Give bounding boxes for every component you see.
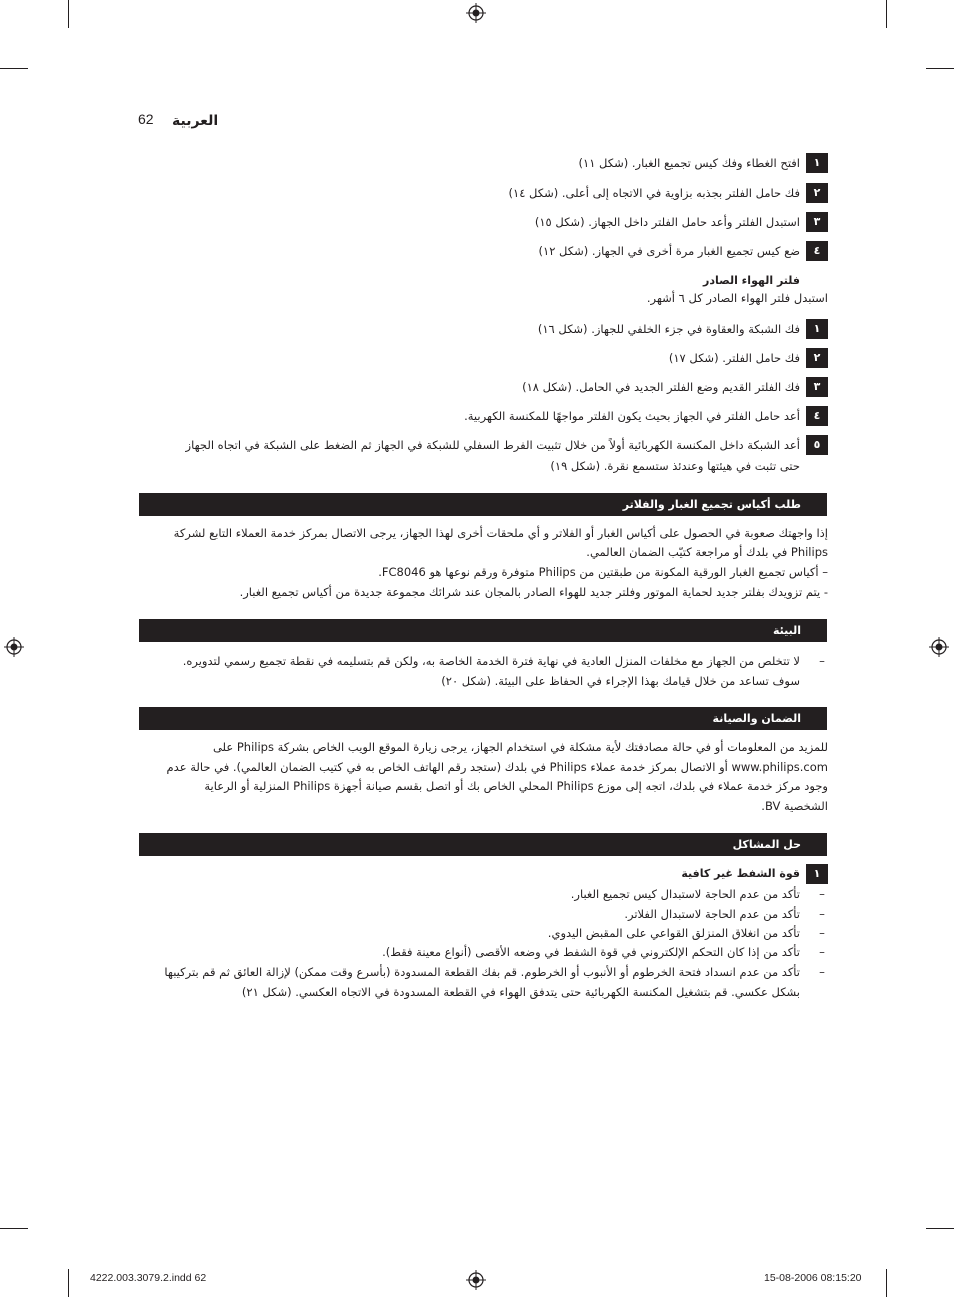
step-text: استبدل الفلتر وأعد حامل الفلتر داخل الجهاز. (شكل ١٥) — [534, 215, 800, 229]
step-number: ٥ — [806, 435, 828, 455]
troubleshooting-text: تأكد من إذا كان التحكم الإلكتروني في قوة الشفط في وضعه الأقصى (أنواع معينة فقط). — [382, 945, 800, 959]
crop-mark — [0, 68, 28, 69]
step-number: ٣ — [806, 377, 828, 397]
dash-bullet: – — [819, 654, 825, 668]
crop-mark — [886, 0, 887, 28]
dash-bullet: – — [819, 887, 825, 901]
section-title-bags: طلب أكياس تجميع الغبار والفلاتر — [139, 493, 827, 516]
warranty-paragraph-line: الشخصية BV. — [761, 799, 828, 813]
page-number: 62 — [138, 111, 154, 127]
registration-mark-icon — [466, 1270, 486, 1290]
troubleshooting-item — [138, 924, 828, 944]
troubleshooting-text: تأكد من عدم انسداد فتحة الخرطوم أو الأنبوب أو الخرطوم. قم بفك القطعة المسدودة (بأسرع وقت ممكن) لإزالة العائق ثم قم بتركيبها — [164, 965, 800, 979]
dash-bullet: – — [819, 907, 825, 921]
troubleshooting-text: بشكل عكسي. قم بتشغيل المكنسة الكهربائية حتى يتدفق الهواء في القطعة المسدودة في الاتجاه العكسي. (شكل ٢١) — [241, 984, 800, 999]
step-number: ١ — [806, 864, 828, 884]
troubleshooting-subtitle: قوة الشفط غير كافية — [681, 867, 800, 880]
warranty-paragraph-line: للمزيد من المعلومات أو في حالة مصادفتك لأية مشكلة في استخدام الجهاز، يرجى زيارة الموقع الويب الخاص بشركة Philips على — [212, 740, 828, 754]
step-number: ٣ — [806, 212, 828, 232]
registration-mark-icon — [4, 637, 24, 657]
warranty-paragraph-line: www.philips.com أو الاتصال بمركز خدمة عملاء Philips في بلدك (ستجد رقم الهاتف الخاص به في كتيب الضمان العالمي). في حالة عدم — [166, 760, 828, 774]
step-number: ٤ — [806, 406, 828, 426]
step-text: أعد الشبكة داخل المكنسة الكهربائية أولاً من خلال تثبيت الفرط السفلي للشبكة في الجهاز ثم الضغط على الشبكة في اتجاه الجهاز — [185, 438, 800, 452]
section-title-troubleshooting: حل المشاكل — [139, 833, 827, 856]
step-text: ضع كيس تجميع الغبار مرة أخرى في الجهاز. (شكل ١٢) — [538, 244, 800, 258]
bags-paragraph-line: إذا واجهتك صعوبة في الحصول على أكياس الغبار أو الفلاتر و أي ملحقات أخرى لهذا الجهاز، يرجى الاتصال بمركز خدمة العملاء التابع لشركة — [173, 526, 828, 540]
footer-timestamp: 15-08-2006 08:15:20 — [764, 1272, 862, 1284]
bags-list-item: - يتم تزويدك بفلتر جديد لحماية الموتور وفلتر جديد للهواء الصادر بالمجان عند شرائك مجموعة جديدة من أكياس تجميع الغبار. — [239, 585, 828, 599]
step-number: ١ — [806, 319, 828, 339]
dash-bullet: – — [819, 926, 825, 940]
step-text: فك الفلتر القديم وضع الفلتر الجديد في الحامل. (شكل ١٨) — [522, 380, 800, 394]
step-text: فك الشبكة والعقاوة في جزء الخلفي للجهاز. (شكل ١٦) — [537, 322, 800, 336]
section-title-environment: البيئة — [139, 619, 827, 642]
registration-mark-icon — [929, 637, 949, 657]
environment-text: سوف تساعد من خلال قيامك بهذا الإجراء في الحفاظ على البيئة. (شكل ٢٠) — [441, 673, 800, 688]
troubleshooting-item — [138, 885, 828, 905]
bags-paragraph-line: Philips في بلدك أو مراجعة كتيّب الضمان العالمي. — [586, 545, 828, 559]
page-language: العربية — [172, 113, 219, 129]
exhaust-filter-title: فلتر الهواء الصادر — [703, 274, 800, 287]
environment-item — [138, 652, 828, 691]
footer-filename: 4222.003.3079.2.indd 62 — [90, 1272, 207, 1284]
crop-mark — [68, 0, 69, 28]
troubleshooting-item — [138, 963, 828, 1002]
crop-mark — [886, 1269, 887, 1297]
step-number: ٢ — [806, 183, 828, 203]
step-text: أعد حامل الفلتر في الجهاز بحيث يكون الفلتر مواجهًا للمكنسة الكهربية. — [464, 409, 800, 423]
bags-list-item: – أكياس تجميع الغبار الورقية المكونة من طبقتين من Philips متوفرة ورقم نوعها هو FC8046. — [378, 565, 828, 579]
crop-mark — [926, 1228, 954, 1229]
step-text: افتح الغطاء وفك كيس تجميع الغبار. (شكل ١١) — [578, 156, 800, 170]
troubleshooting-text: تأكد من انغلاق المنزلق القواعي على المقبض اليدوي. — [547, 926, 800, 940]
environment-text: لا تتخلص من الجهاز مع مخلفات المنزل العادية في نهاية فترة الخدمة الخاصة به، ولكن قم بتسليمه في نقطة تجميع رسمي لتدويره. — [182, 654, 800, 668]
section-title-warranty: الضمان والصيانة — [139, 707, 827, 730]
step-number: ٢ — [806, 348, 828, 368]
troubleshooting-text: تأكد من عدم الحاجة لاستبدال كيس تجميع الغبار. — [570, 887, 800, 901]
step-text: فك حامل الفلتر بجذبه بزاوية في الاتجاه إلى أعلى. (شكل ١٤) — [508, 186, 800, 200]
crop-mark — [68, 1269, 69, 1297]
step-number: ٤ — [806, 241, 828, 261]
exhaust-filter-subtitle: استبدل فلتر الهواء الصادر كل ٦ أشهر. — [646, 291, 828, 305]
step-number: ١ — [806, 153, 828, 173]
registration-mark-icon — [466, 3, 486, 23]
warranty-paragraph-line: وجود مركز خدمة عملاء في بلدك، اتجه إلى موزع Philips المحلي الخاص بك أو اتصل بقسم صيانة أجهزة Philips المنزلية أو الرعاية — [204, 779, 828, 793]
crop-mark — [926, 68, 954, 69]
crop-mark — [0, 1228, 28, 1229]
troubleshooting-item — [138, 943, 828, 963]
dash-bullet: – — [819, 965, 825, 979]
dash-bullet: – — [819, 945, 825, 959]
step-text: فك حامل الفلتر. (شكل ١٧) — [668, 351, 800, 365]
step-text-continued: حتى تثبت في هيئتها وعندئذ ستسمع نقرة. (شكل ١٩) — [550, 459, 800, 473]
troubleshooting-text: تأكد من عدم الحاجة لاستبدال الفلاتر. — [624, 907, 800, 921]
troubleshooting-item — [138, 905, 828, 925]
